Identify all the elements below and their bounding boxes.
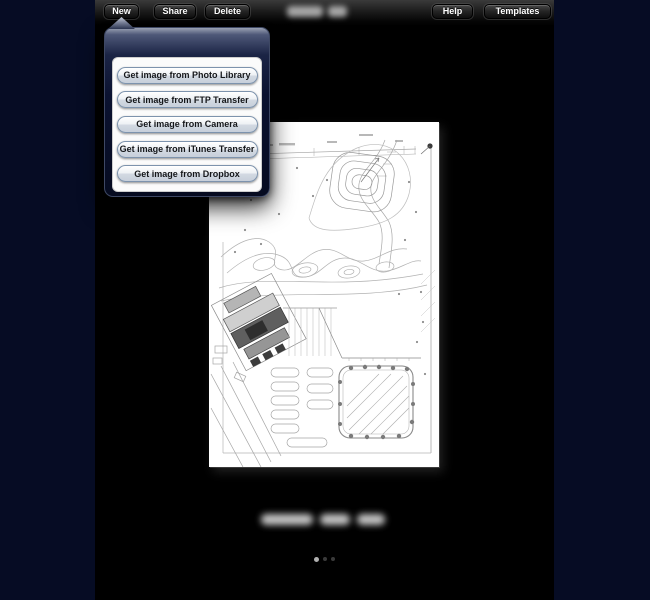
get-image-dropbox-button[interactable]: Get image from Dropbox: [117, 165, 258, 182]
templates-button[interactable]: Templates: [484, 4, 551, 19]
popover-panel: [112, 57, 262, 192]
share-button[interactable]: Share: [154, 4, 196, 19]
page-dot[interactable]: [323, 557, 327, 561]
blurred-window-title: [287, 6, 347, 17]
get-image-itunes-transfer-button[interactable]: Get image from iTunes Transfer: [117, 141, 258, 158]
page-dot[interactable]: [331, 557, 335, 561]
delete-button[interactable]: Delete: [205, 4, 250, 19]
new-button[interactable]: New: [104, 4, 139, 19]
app-window: [95, 0, 554, 600]
new-image-source-popover: [104, 27, 270, 197]
get-image-photo-library-button[interactable]: Get image from Photo Library: [117, 67, 258, 84]
page-dot-active[interactable]: [314, 557, 319, 562]
blurred-document-title: [261, 512, 393, 526]
get-image-ftp-transfer-button[interactable]: Get image from FTP Transfer: [117, 91, 258, 108]
get-image-camera-button[interactable]: Get image from Camera: [117, 116, 258, 133]
toolbar: [95, 0, 554, 26]
page-indicator[interactable]: [95, 555, 554, 563]
help-button[interactable]: Help: [432, 4, 473, 19]
